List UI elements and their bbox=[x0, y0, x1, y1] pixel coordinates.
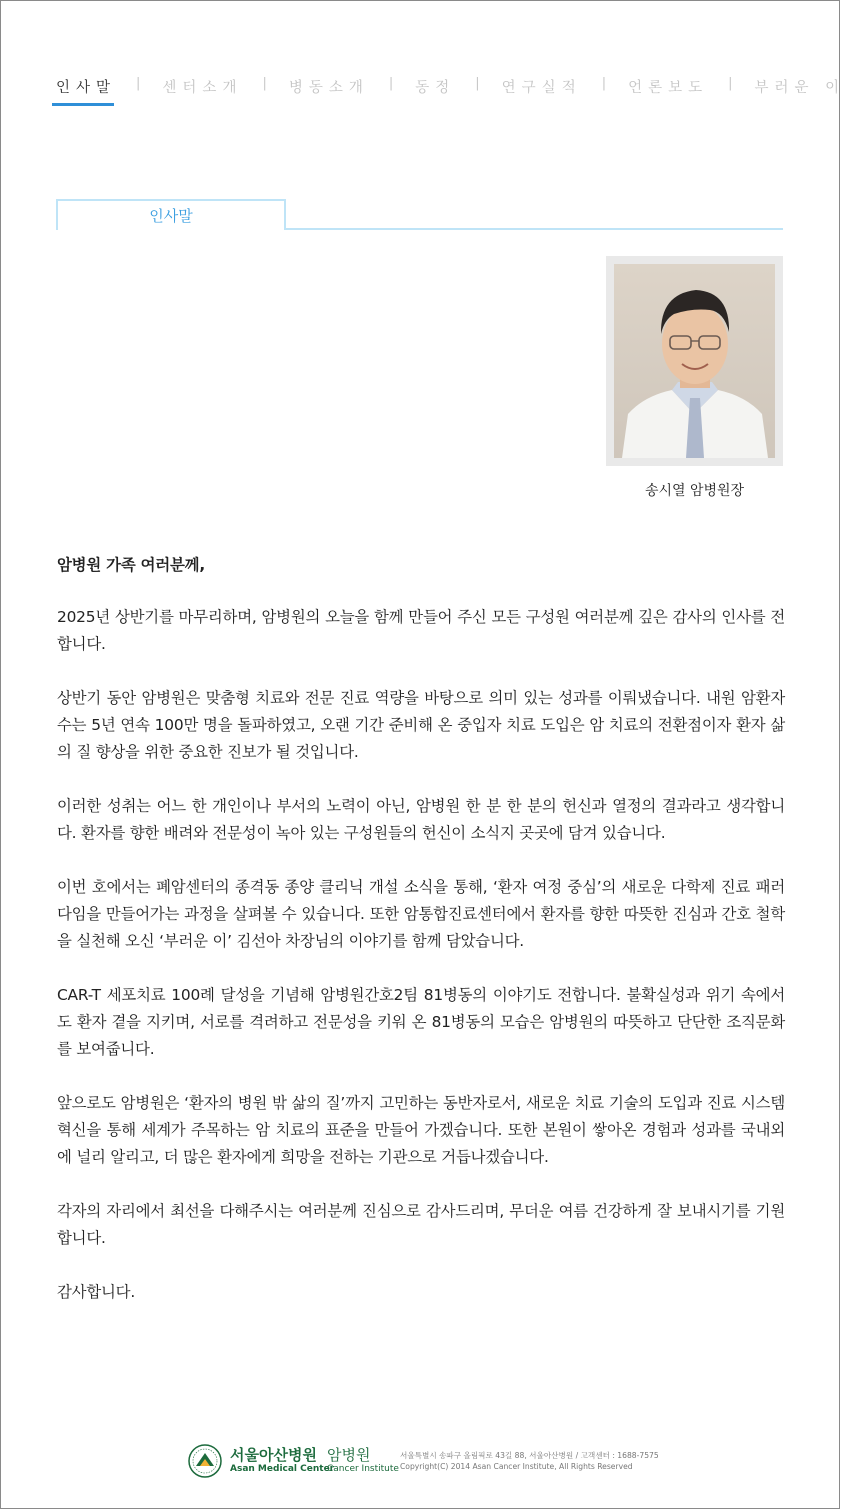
portrait-photo bbox=[614, 264, 775, 458]
hospital-logo-icon bbox=[188, 1444, 222, 1478]
letter-salutation: 암병원 가족 여러분께, bbox=[57, 556, 205, 574]
footer bbox=[188, 1442, 668, 1482]
letter-closing: 감사합니다. bbox=[57, 1283, 136, 1301]
letter-paragraph: 이러한 성취는 어느 한 개인이나 부서의 노력이 아닌, 암병원 한 분 한 분의 헌신과 열정의 결과라고 생각합니다. 환자를 향한 배려와 전문성이 녹아 있는 구성원들의 헌신이 소식지 곳곳에 담겨 있습니다. bbox=[57, 797, 785, 842]
hospital-name-en: Asan Medical Center bbox=[230, 1464, 335, 1474]
greeting-letter bbox=[57, 552, 785, 1333]
footer-info bbox=[400, 1450, 659, 1472]
nav-separator: | bbox=[388, 76, 394, 91]
footer-copyright: Copyright(C) 2014 Asan Cancer Institute, All Rights Reserved bbox=[400, 1462, 633, 1471]
department-name-ko: 암병원 bbox=[327, 1446, 371, 1464]
nav-separator: | bbox=[262, 76, 267, 91]
portrait-frame bbox=[606, 256, 783, 466]
portrait-illustration bbox=[614, 264, 775, 458]
nav-item-activities[interactable]: 동정 bbox=[415, 80, 456, 96]
letter-paragraph: 각자의 자리에서 최선을 다해주시는 여러분께 진심으로 감사드리며, 무더운 여름 건강하게 잘 보내시기를 기원합니다. bbox=[57, 1202, 785, 1247]
nav-separator: | bbox=[136, 76, 141, 91]
top-nav bbox=[56, 76, 845, 106]
letter-paragraph: 상반기 동안 암병원은 맞춤형 치료와 전문 진료 역량을 바탕으로 의미 있는 성과를 이뤄냈습니다. 내원 암환자 수는 5년 연속 100만 명을 돌파하였고, 오랜 기간 준비해 온 중입자 치료 도입은 암 치료의 전환점이자 환자 삶의 질 향상을 위한 중요한 진보가 될 것입니다. bbox=[57, 689, 785, 761]
nav-item-center-intro[interactable]: 센터소개 bbox=[162, 80, 243, 96]
department-name-en: Cancer Institute bbox=[327, 1464, 399, 1474]
nav-item-research[interactable]: 연구실적 bbox=[501, 80, 582, 96]
letter-paragraph: 2025년 상반기를 마무리하며, 암병원의 오늘을 함께 만들어 주신 모든 구성원 여러분께 깊은 감사의 인사를 전합니다. bbox=[57, 608, 785, 653]
hospital-name-ko: 서울아산병원 bbox=[230, 1446, 317, 1464]
letter-paragraph: CAR-T 세포치료 100례 달성을 기념해 암병원간호2팀 81병동의 이야기도 전합니다. 불확실성과 위기 속에서도 환자 곁을 지키며, 서로를 격려하고 전문성을 키워 온 81병동의 모습은 암병원의 따뜻하고 단단한 조직문화를 보여줍니다. bbox=[57, 986, 785, 1058]
nav-separator: | bbox=[475, 76, 480, 91]
letter-paragraph: 이번 호에서는 폐암센터의 종격동 종양 클리닉 개설 소식을 통해, ‘환자 여정 중심’의 새로운 다학제 진료 패러다임을 만들어가는 과정을 살펴볼 수 있습니다. 또한 암통합진료센터에서 환자를 향한 따뜻한 진심과 간호 철학을 실천해 오신 ‘부러운 이’ 김선아 차장님의 이야기를 함께 담았습니다. bbox=[57, 878, 785, 950]
footer-address: 서울특별시 송파구 올림픽로 43길 88, 서울아산병원 / 고객센터 : 1688-7575 bbox=[400, 1451, 659, 1460]
section-title: 인사말 bbox=[149, 207, 193, 225]
letter-paragraph: 앞으로도 암병원은 ‘환자의 병원 밖 삶의 질’까지 고민하는 동반자로서, 새로운 치료 기술의 도입과 진료 시스템 혁신을 통해 세계가 주목하는 암 치료의 표준을 만들어 가겠습니다. 또한 본원이 쌓아온 경험과 성과를 국내외에 널리 알리고, 더 많은 환자에게 희망을 전하는 기관으로 거듭나겠습니다. bbox=[57, 1094, 785, 1166]
nav-item-greeting[interactable]: 인사말 bbox=[56, 76, 116, 103]
section-tab bbox=[56, 199, 286, 230]
nav-item-press[interactable]: 언론보도 bbox=[628, 80, 709, 96]
portrait-caption: 송시열 암병원장 bbox=[644, 483, 745, 499]
nav-separator: | bbox=[601, 76, 607, 91]
nav-separator: | bbox=[728, 76, 733, 91]
nav-item-ward-intro[interactable]: 병동소개 bbox=[288, 80, 369, 96]
nav-item-admirable-person[interactable]: 부러운 이 bbox=[754, 80, 845, 96]
